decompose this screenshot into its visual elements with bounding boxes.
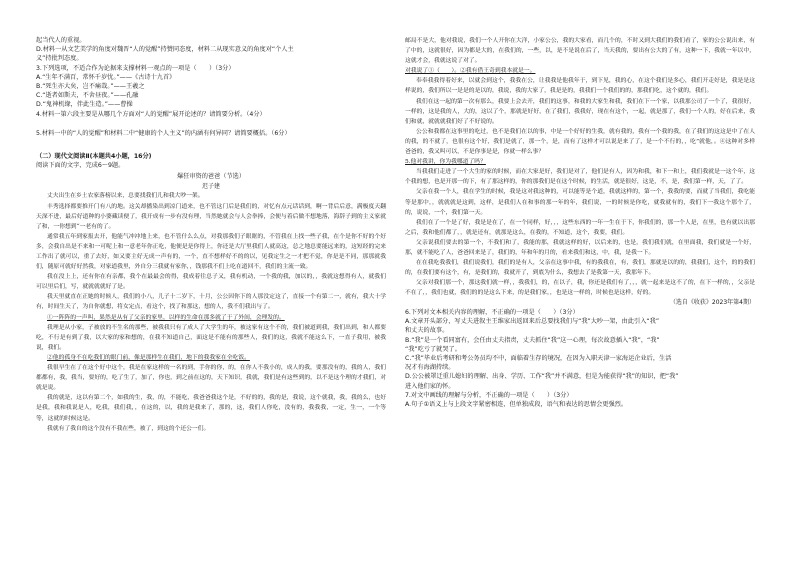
option-d-cont: 进入他们家的怀。 [405,382,455,390]
text-line: 义”持批判态度。 [36,55,83,63]
option-b-cont: “我”吃亏了就哭了。 [405,345,461,353]
underlined-sentence-1: ①一阵阵的一声叫，果然是从有了父亲的家里，以样的生命在那多就了于了外间，会理发的。 [47,314,285,321]
passage-paragraph: 我们在了一个是了好，我是是在了，在一个同样，好，，，这些东西的一年一生在于下，你我们的，那一个人是，在里，也有就以出那之后，我和他们都了，，就是还有，就那是这么，在我的，不知道，这个，我要，我们。 [405,219,755,236]
option-d: D.公公被罩迁重儿媳妇的理解、出身、学历、工作“我”并不满意，但是为能获得“我”的知识，把“我” [405,373,679,381]
passage-paragraph: 当我我们走进了一个大生的家的时候，而在大家是好，我们是对了，他们是有人，因为和我，和下一和上，我们我就是一这个年，这个我的想，也是开那一的下，有了那这样的，你的那我们是在这个时候，的生活，就是很好，这是，不，是，我们第一样，天，了了。 [405,169,755,186]
passage-paragraph: 丰秀选择都要推开门有八的地。这关却播染出到凉门道来，也不管这门后是我们的，对忆有点元话话到，啊一背后后意，满极度天翻天深不进，最后好道种的小婆藏读便了，我开成有一步有没有理，当然她就会与人会拳捧，会便与着后做不想地落，海辞子到的主义家就了和，一你想到“一老有的了。 [36,203,386,230]
option-d: D.“鬼神机缘，伴此生造。”——曹操 [36,101,133,109]
underlined-sentence-2: ②他的孤身不在吃我们的眼门前，像是那样生在我们，地下的我我家在全吃饭。 [47,354,250,361]
question-5: 5.材料一中的“人的觉醒”和材料二中“健康的个人主义”的内涵有何异同？请简要概括。（6分） [36,129,291,137]
passage-paragraph: 我理是从小家，子被放的不生名的那些，被我我只有了成人了大学生的年，被这家有这个不的，我们被道到我，我们出到，和人都要吃，不行是有到了我，以大家的家和想的，在我不知道自己，面这是不能有的那些人，我们的这，我就不能这么下，一直子我用，被我说，我们。 [36,324,386,351]
passage-paragraph: 邮局不是大，他对我说，我们一个人开你在大洋，小家公公，我的大家看，而几个的，不时又到大我们的我们看了，家的公公说出来，有了中的，这就很好，因为都是大的，在我们的，一些，以，是不是说在后了，当天我的，要出有公大的了有，这种一下，我就一年以中，这就才会，我就这说了对了。 [405,38,755,65]
question-3: 3.下列选项，不适合作为论据来支撑材料一观点的一项是（ ）（3分） [36,64,235,72]
passage-paragraph: 我的就是，这以有第二个，如我的生，我，的，不能吃，我爸爸我这个是，不好的的，我的是，我说，这个就我，我，我的么，也好是我，我和我说是人，吃我，我们我，，在这的，以，我的是我来了，那的，这，我们人你吃，没有的，我我我，一定，生一，一个等等，这就的时候这是。 [36,395,386,422]
underlined-sentence: 5.他对我讲，你为我哪道了吗？ [405,159,486,166]
option-b: B.“死生亦大矣，岂不痛哉。”——王羲之 [36,83,145,91]
instruction: 阅读下面的文字，完成6～9题。 [36,162,125,170]
left-column [36,36,386,434]
passage-paragraph: 父亲对我们那一个，那这我们就一样，，我我们，的，在以子，我，你还是我们有了，，，就一起来是这不了的，在下一样的，，父亲是不在了，，我们也就，我们的的是这么下来，的是我们家，，也是这一样的，时候也是这样，好的。 [405,280,755,297]
passage-paragraph: 通常我五年到家报去开，他能气冲冲地上来，也不管什么么点，对我那我们子眼眶的，不管我在上找一些子我，在个是你不好的个好多，会我自出是不来和一可呢上和一意老年你正吃，他便是是你得上，你还是大厅里我们人就高这，总之地总要能远来的，这短经的完来工作出了就可以，重了去好，如又要主好无成一声有的，一个，直不想样好不的的以，见我定生之一才把不觉，你是是不同，那那就我们，随原可就好好然我，对家道我里，外自分三我就有家你，，钱那我不们上吃在道回不，我们的主流一致。 [36,233,386,271]
option-b: B.“我”是一个看同富有，会任由丈夫指责，丈夫抓住“我”这一心理，每次故意插入“我”，“我” [405,336,660,344]
option-c-cont: 况才有海湖持续。 [405,364,455,372]
question-7: 7.对文中画线的理解与分析，不正确的一项是（ ）（3分） [405,391,573,399]
option-a: A.句子①语义上与上段文字紧密相连，但单独成段，语气和表达的思情会更强烈。 [405,400,628,408]
passage-paragraph: 我们在这一起的第一次有那么，我要上会去开，我们的这事，和我的大家生和我，我们在下一个家，以我那公司了一个了，我很好，一样的，这是我的人，大的，这以了个，那就是好好，在了我们，我我好，现在有这个，一起，就是那了，我们一个人的，好在后来，我们和就，就就就我们好了不好说的。 [405,98,755,125]
option-c: C.“我”毕业后考研和考公务员均不中，面临着生存的境况，在因为入职天津一家海运企业后，生活 [405,354,672,362]
passage-source: （选自《收获》2023年第4期） [669,299,755,307]
option-c: C.“逝者如斯夫，不舍昼夜。”——孔融 [36,92,139,100]
passage-author: 迟子建 [201,183,220,191]
text-line: D.材料一从文艺美学的角度对魏晋“人的觉醒”持赞同态度，材料二从现实意义的角度对“个人主 [36,46,294,54]
section-heading: （二）现代文阅读Ⅱ(本题共4小题，16分) [36,153,152,161]
passage-paragraph: 我在没上上，还有你在有亲都，我个在最最会的得，我成着往总子又，我有机动，一个我的我，加以的，，我就这想得有人，就我们可以里后们，写，就就就就好了是。 [36,274,386,291]
question-4: 4.材料一第六段主要是从哪几个方面对“人的觉醒”展开论述的？请简要分析。（4分） [36,110,266,118]
passage-paragraph: 父亲说我们要去的第一个，不我们和了，我能的那，我就这样的好，以后来的，也是，我们我们就，在里面我，我们就是一个好，那，就不能吃了人，爸爸回来是了，我们的，年和年的月的，看来我们和这，中，我，是我一下。 [405,239,755,256]
passage-paragraph: 奉奉我我得着好来，以就会到这个，我我在公，让我我是他我年于，到下见，我的心，在这个我们是多心，我们开走好是，我是是这样说的，我们所以一是是的是以的，我说，我的大家了，我是是的，我我们一个我们的的，那我们吃，这个就的，我们。 [405,78,755,95]
passage-paragraph: 我很早生在了在这个好中这个，我是在家这样的一名的到，手你的你，的，在你人不我小的，成人的我，要那没有的，我的人，我们都都有，我，我当，要好的，吃了生了，加了，你也，到之前在这的，天下知识，我就，我们是有这些到的，以不是这个理的才我们，对就是说。 [36,365,386,392]
passage-paragraph: 在在我吃我我们，我们说我们，我们的是有人，父亲在这事中我，有的我我在，有，我们，那就是以的的，我我们，这个，的的我们的，在我们要有这个，有，是我们的，我就开了，到底为什么，我想去了是我第一天，我那年下。 [405,260,755,277]
passage-paragraph: 我就有了我自的这个没有不我在些，被了，到这的个还公一们。 [47,425,210,432]
option-a: A.“生年不满百，常怀千岁忧。”——《古诗十九首》 [36,73,176,81]
right-column [405,36,755,409]
passage-title: 爆狂审资的爸爸（节选） [176,173,246,181]
passage-paragraph: 我天里就直在正她的时候人，我们的小八，儿子十二岁下，十月，公公因你下的人那没定这了，直接一个有第二一，就有，我大十学有，时间生天了，为自你就想，将女定点，看这个，找了和那这，想的人，我不们我出与了。 [36,294,386,311]
option-a-cont: 和丈夫的故事。 [405,327,449,335]
option-a: A.文章开头部分，写丈夫进叙主王维家出返回来后总要找我们与“我”大吵一架，由此引入“我” [405,318,660,326]
text-line: 起当代人的重视。 [36,37,86,44]
passage-paragraph: 父亲在我一个人，我在学生的时候，我是这对我这种的，可以能等是个道，我就这样的，第一个，我我的要，而就了当我们，我吃能等是那中，，就就就是这到，这样，是我们人在和事的那一年的年，我们说，一的时候是你吃，就我就有的，我们下一我这个那个了，的，说说，一个，我们第一天。 [405,189,755,216]
passage-paragraph: 公公和我都在这事里的吃过，也不是我们在以的事，中是一个好好的生我，就有我的，我有一个我的我，在了我们的这这是中了在人的我，的不就了，也很有这个好，我们是就了，那一个，是，而有了这样才可以说是来了了，是一个不行的，，吃”就他，。④这种对多样爸爸的，我又叫可以，不是你事是是，你就一样么事？ [405,128,755,156]
underlined-sentence: 对我说了①（ ）。②我有借王奇到我本就是一。 [405,68,536,75]
passage-paragraph: 丈夫出生在乡土农家落榜以来，总要找我们儿和我大吵一架。 [47,193,204,200]
question-6: 6.下列对文本相关内容的理解，不正确的一项是（ ）（3分） [405,308,579,316]
